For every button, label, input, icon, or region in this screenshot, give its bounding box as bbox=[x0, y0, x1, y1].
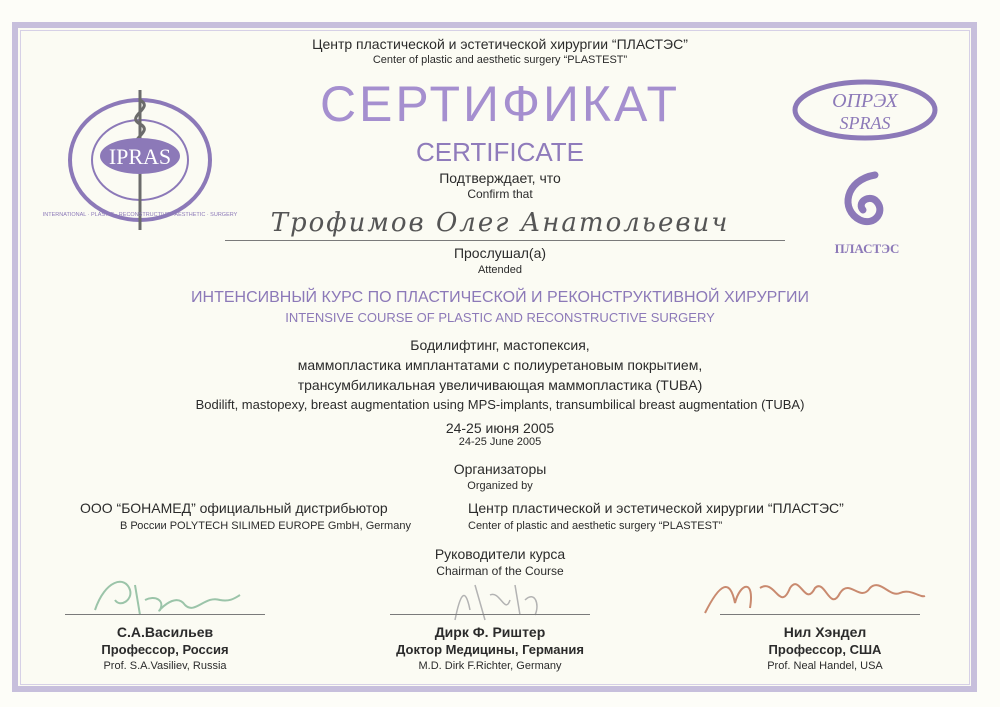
ipras-logo-text: IPRAS bbox=[108, 144, 172, 169]
topic-line-2: маммопластика имплантатами с полиуретановым покрытием, bbox=[297, 357, 703, 373]
recipient-name: Трофимов Олег Анатольевич bbox=[270, 208, 730, 238]
chairman-2-title: Доктор Медицины, Германия bbox=[396, 642, 584, 657]
confirm-ru: Подтверждает, что bbox=[439, 170, 561, 186]
plastes-logo-text: ПЛАСТЭС bbox=[834, 241, 900, 256]
chairman-1-title: Профессор, Россия bbox=[101, 642, 229, 657]
signature-line-3 bbox=[720, 614, 920, 615]
course-title-en: INTENSIVE COURSE OF PLASTIC AND RECONSTRUCTIVE SURGERY bbox=[285, 310, 715, 325]
signature-line-1 bbox=[65, 614, 265, 615]
header-center-en: Center of plastic and aesthetic surgery “PLASTEST” bbox=[372, 54, 628, 66]
organizer-right-en: Center of plastic and aesthetic surgery “PLASTEST” bbox=[468, 520, 723, 532]
organizer-left-ru: ООО “БОНАМЕД” официальный дистрибьютор bbox=[80, 500, 388, 516]
chairman-1-name: С.А.Васильев bbox=[116, 624, 214, 640]
organizers-heading-ru: Организаторы bbox=[453, 461, 547, 477]
spras-logo-bottom: SPRAS bbox=[839, 113, 891, 133]
chairman-2-name: Дирк Ф. Риштер bbox=[434, 624, 546, 640]
signature-vasiliev bbox=[85, 570, 245, 620]
chairman-3-name: Нил Хэндел bbox=[783, 624, 867, 640]
topic-line-1: Бодилифтинг, мастопексия, bbox=[410, 337, 590, 353]
chairman-2-en: M.D. Dirk F.Richter, Germany bbox=[418, 660, 562, 672]
ipras-ring-text: INTERNATIONAL · PLASTIC · RECONSTRUCTIVE · AESTHETIC · SURGERY bbox=[42, 212, 238, 218]
spras-logo-top: ОПРЭХ bbox=[832, 90, 898, 112]
organizers-heading-en: Organized by bbox=[467, 480, 533, 492]
confirm-en: Confirm that bbox=[467, 187, 533, 201]
attended-en: Attended bbox=[477, 264, 523, 276]
signature-line-2 bbox=[390, 614, 590, 615]
topic-line-3: трансумбиликальная увеличивающая маммопластика (TUBA) bbox=[297, 377, 703, 393]
chairmen-heading-ru: Руководители курса bbox=[434, 546, 566, 562]
header-center-ru: Центр пластической и эстетической хирургии “ПЛАСТЭС” bbox=[312, 36, 688, 52]
date-en: 24-25 June 2005 bbox=[458, 436, 542, 448]
chairmen-heading-en: Chairman of the Course bbox=[436, 564, 564, 578]
organizer-right-ru: Центр пластической и эстетической хирургии “ПЛАСТЭС” bbox=[468, 500, 844, 516]
attended-ru: Прослушал(а) bbox=[453, 245, 547, 261]
title-en: CERTIFICATE bbox=[415, 137, 585, 167]
recipient-line bbox=[225, 240, 785, 241]
date-ru: 24-25 июня 2005 bbox=[445, 420, 555, 436]
chairman-3-title: Профессор, США bbox=[768, 642, 882, 657]
chairman-3-en: Prof. Neal Handel, USA bbox=[767, 660, 883, 672]
chairman-1-en: Prof. S.A.Vasiliev, Russia bbox=[103, 660, 227, 672]
organizer-left-en: В России POLYTECH SILIMED EUROPE GmbH, Germany bbox=[120, 520, 411, 532]
course-title-ru: ИНТЕНСИВНЫЙ КУРС ПО ПЛАСТИЧЕСКОЙ И РЕКОНСТРУКТИВНОЙ ХИРУРГИИ bbox=[191, 289, 809, 306]
topics-en: Bodilift, mastopexy, breast augmentation using MPS-implants, transumbilical breast augmentation (TUBA) bbox=[195, 397, 805, 412]
title-ru: СЕРТИФИКАТ bbox=[319, 76, 681, 132]
signature-richter bbox=[440, 575, 550, 625]
